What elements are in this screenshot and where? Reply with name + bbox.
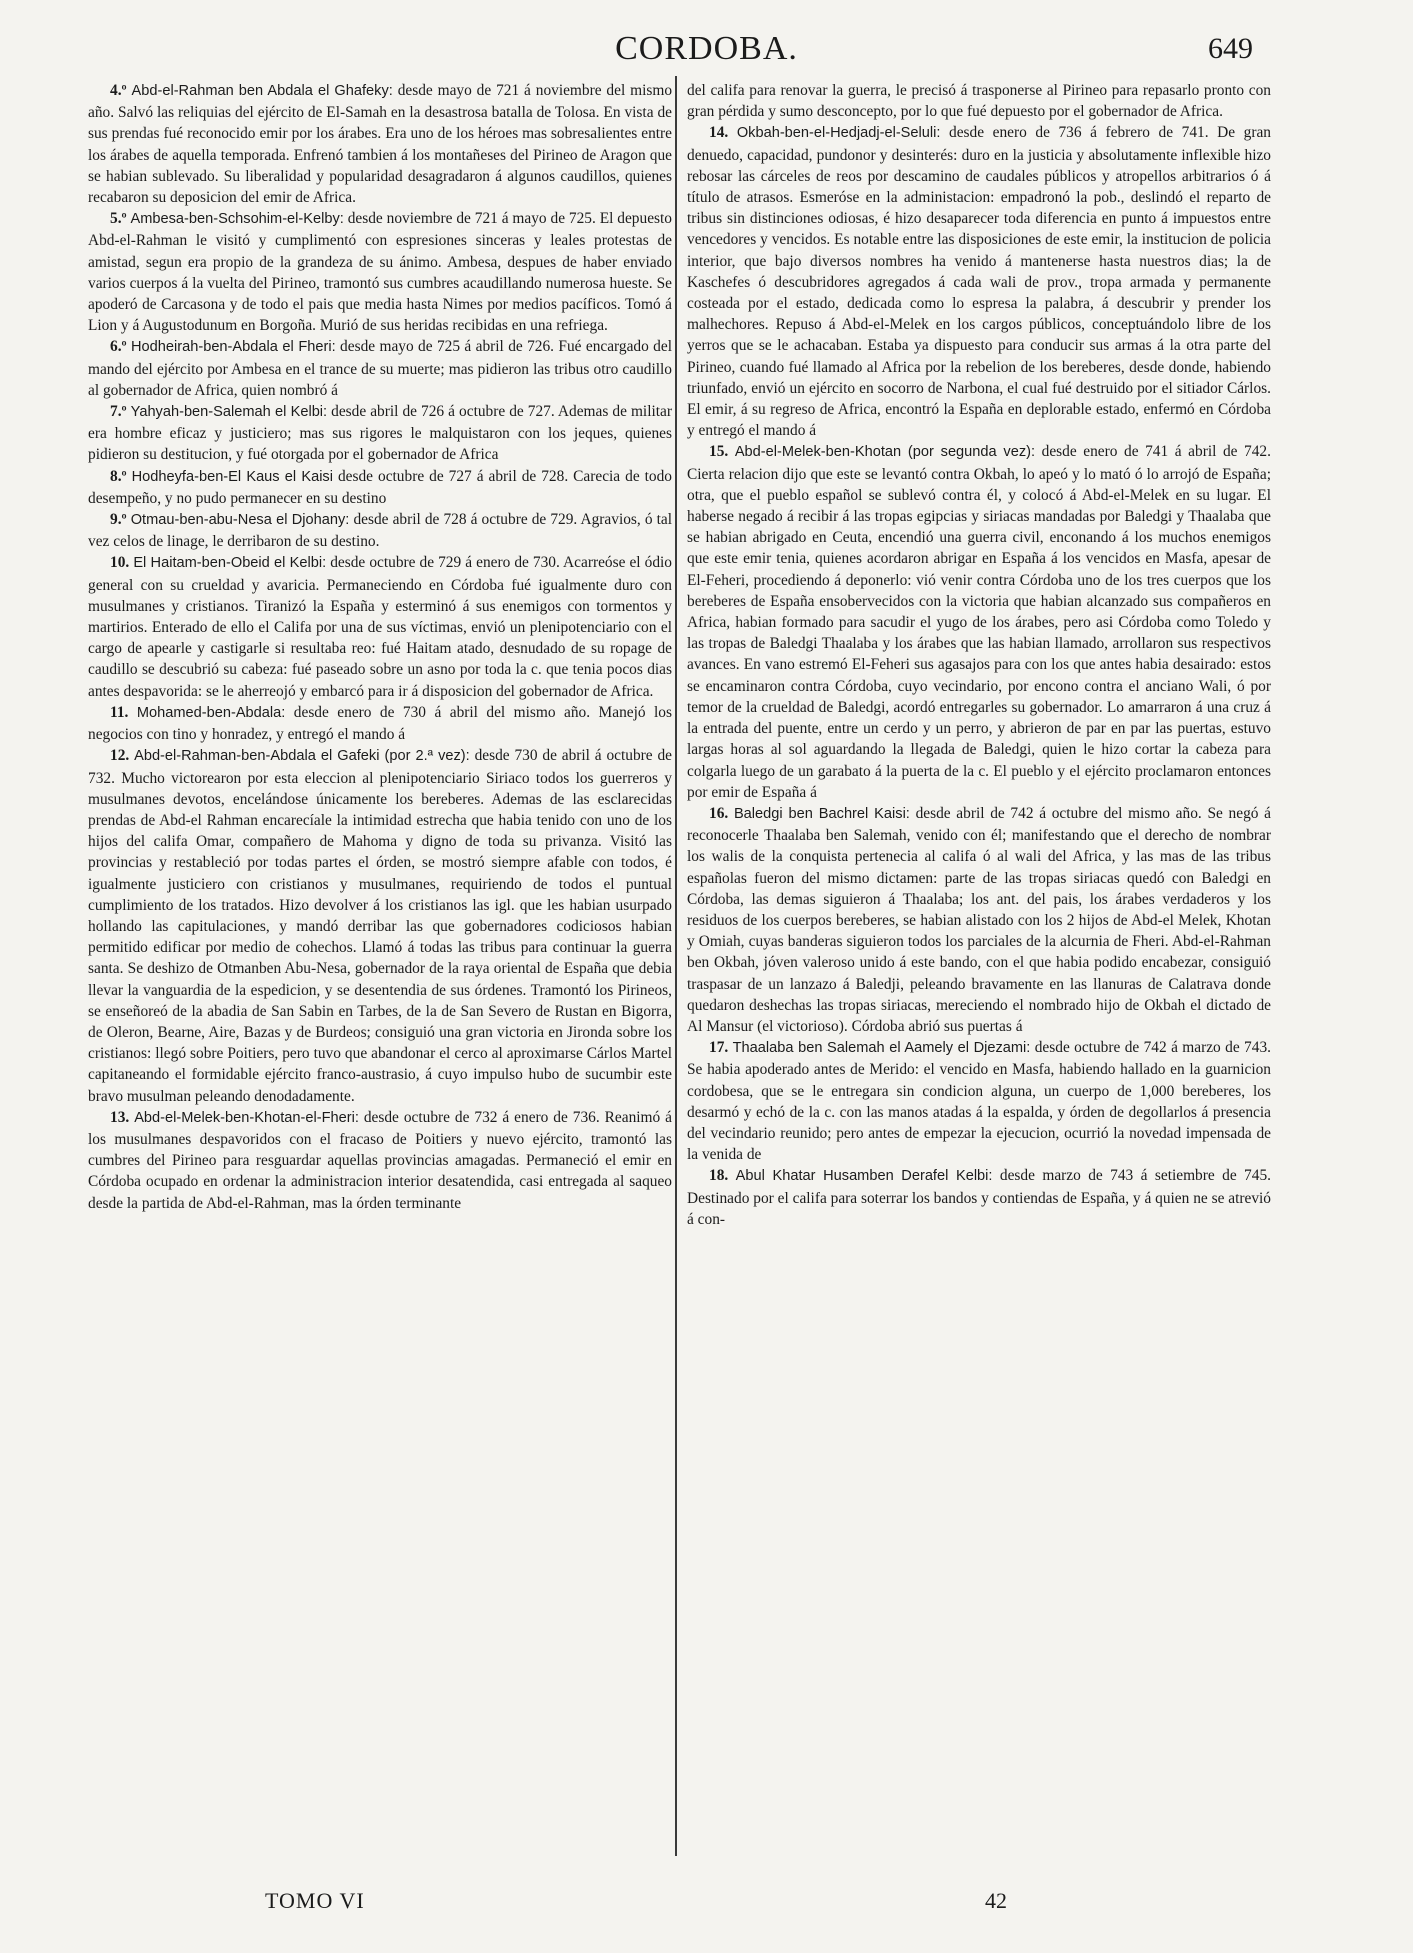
entry-text: desde abril de 742 á octubre del mismo año. Se negó á reconocerle Thaalaba ben Salemah, venido con él; manifestando que el derecho de nombrar los walis de la conquista pertenecia al califa ó al wali del Africa, y las mas de las tribus españolas fueron del mismo dictamen: parte de las tropas siriacas quedó con Baledgi en Córdoba, las demas siguieron á Thaalaba; los ant. del pais, los árabes verdaderos y los residuos de los cuerpos bereberes, se habian alistado con los 2 hijos de Abd-el Melek, Khotan y Omiah, cuyas banderas siguieron todos los parciales de la alcurnia de Fheri. Abd-el-Rahman ben Okbah, jóven valeroso unido á este bando, con el que habia podido encabezar, consiguió traspasar de un lanzazo á Baledji, peleando bravamente en las llanuras de Calatrava donde quedaron deshechas las tropas siriacas, mereciendo el nombrado hijo de Okbah el dictado de Al Mansur (el victorioso). Córdoba abrió sus puertas á — [687, 804, 1271, 1035]
entry-number: 4.º — [110, 82, 127, 99]
entry-number: 10. — [110, 554, 130, 572]
column-divider — [675, 76, 677, 1856]
entry-heading: Baledgi ben Bachrel Kaisi: — [733, 805, 910, 822]
entry-text: desde 730 de abril á octubre de 732. Mucho victorearon por esta eleccion al plenipotenciario Siriaco todos los guerreros y musulmanes devotos, encelándose únicamente los bereberes. Ademas de las esclarecidas prendas de Abd-el Rahman encarecíale la intimidad estrecha que habia tenido con uno de los hijos del califa Omar, compañero de Mahoma y digno de toda su privanza. Visitó las provincias y restableció por todas partes el órden, se mostró siempre afable con todos, é igualmente justiciero con cristianos y musulmanes, requiriendo de todos el puntual cumplimiento de los tratados. Hizo devolver á los cristianos las igl. que les habian usurpado hollando las capitulaciones, y mandó derribar las que gobernadores codiciosos habian permitido edificar por medio de cohechos. Llamó á todas las tribus para continuar la guerra santa. Se deshizo de Otmanben Abu-Nesa, gobernador de la raya oriental de España que debia llevar la vanguardia de la espedicion, y se desentendia de sus órdenes. Tramontó los Pirineos, se enseñoreó de la abadia de San Sabin en Tarbes, de la de San Severo de Rustan en Bigorra, de Oleron, Bearne, Aire, Bazas y de Burdeos; consiguió una gran victoria en Jironda sobre los cristianos: llegó sobre Poitiers, pero tuvo que abandonar el cerco al aproximarse Cárlos Martel capitaneando el formidable ejército franco-austrasio, á cuyo impulso hubo de sucumbir este bravo musulman peleando denodadamente. — [88, 747, 672, 1105]
entry-paragraph — [88, 208, 672, 336]
entry-text: desde marzo de 743 á setiembre de 745. Destinado por el califa para soterrar los bandos y contiendas de España, y á quien ne se atrevió á con- — [687, 1167, 1271, 1228]
entry-paragraph — [687, 803, 1271, 1037]
entry-heading: Abd-el-Melek-ben-Khotan-el-Fheri: — [134, 1109, 359, 1126]
entry-number: 12. — [110, 747, 130, 765]
entry-paragraph — [88, 401, 672, 466]
entry-text: desde enero de 730 á abril del mismo año. Manejó los negocios con tino y honradez, y entregó el mando á — [88, 703, 672, 744]
entry-heading: Hodheyfa-ben-El Kaus el Kaisi — [131, 468, 333, 485]
entry-text: desde octubre de 742 á marzo de 743. Se habia apoderado antes de Merido: el vencido en Masfa, habiendo hallado en la guarnicion cordobesa, que se le entregara sin condicion alguna, un cuerpo de 1,000 bereberes, los desarmó y echó de la c. con las manos atadas á la espalda, y órden de degollarlos á presencia del vecindario reunido; pero antes de empezar la ejecucion, ocurrió la novedad impensada de la venida de — [687, 1039, 1271, 1164]
entry-text: desde enero de 741 á abril de 742. Cierta relacion dijo que este se levantó contra Okbah, lo apeó y lo mató ó lo arrojó de España; otra, que el pueblo español se sublevó contra él, y colocó á Abd-el-Melek en su lugar. El haberse negado á recibir á las tropas egipcias y siriacas mandadas por Baledgi y Thaalaba que se habian abrigado en Ceuta, encendió una guerra civil, enconando á los muchos enemigos que este emir tenia, quienes acordaron abrigar en España á los vencidos en Masfa, apesar de El-Feheri, procediendo á deponerlo: vió venir contra Córdoba uno de los tres cuerpos que los bereberes de España ensobervecidos con la victoria que habian alcanzado sus compañeros en Africa, habian formado para sacudir el yugo de los árabes, pero asi Córdoba como Toledo y las tropas de Baledgi Thaalaba y los árabes que las habian llamado, arrollaron sus respectivos avances. En vano estremó El-Feheri sus agasajos para con los que antes habia desairado: estos se encaminaron contra Córdoba, cuyo vecindario, por encono contra el anciano Wali, ó por temor de la crueldad de Baledgi, acordó entregarles su gobernador. Lo amarraron á una cruz á la entrada del puente, entre un cerdo y un perro, y abrieron de par en par las puertas, estuvo largas horas al sol aguardando la llegada de Baledgi, quien le hizo cortar la cabeza para colgarla luego de un garabato á la puerta de la c. El pueblo y el ejército proclamaron entonces por emir de España á — [687, 443, 1271, 801]
entry-number: 18. — [709, 1167, 729, 1185]
signature-mark: 42 — [985, 1888, 1007, 1913]
entry-heading: El Haitam-ben-Obeid el Kelbi: — [133, 555, 327, 572]
entry-number: 7.º — [110, 403, 127, 421]
entry-number: 9.º — [110, 511, 127, 529]
entry-heading: Otmau-ben-abu-Nesa el Djohany: — [130, 512, 350, 529]
entry-paragraph — [687, 1037, 1271, 1165]
running-title: CORDOBA. — [615, 30, 798, 67]
entry-number: 11. — [110, 703, 129, 721]
entry-paragraph — [88, 466, 672, 509]
entry-number: 5.º — [110, 210, 127, 228]
entry-text: desde octubre de 727 á abril de 728. Carecia de todo desempeño, y no pudo permanecer en su destino — [88, 467, 672, 507]
entry-heading: Yahyah-ben-Salemah el Kelbi: — [130, 404, 328, 421]
entry-paragraph — [687, 80, 1271, 122]
entry-paragraph — [88, 745, 672, 1106]
entry-heading: Abul Khatar Husamben Derafel Kelbi: — [735, 1168, 993, 1185]
entry-heading: Abd-el-Melek-ben-Khotan (por segunda vez): — [734, 444, 1036, 461]
entry-paragraph — [88, 1107, 672, 1214]
entry-heading: Ambesa-ben-Schsohim-el-Kelby: — [130, 211, 344, 228]
entry-number: 6.º — [110, 338, 127, 356]
entry-paragraph — [88, 552, 672, 701]
entry-text: desde abril de 728 á octubre de 729. Agravios, ó tal vez celos de linage, le derribaron de su destino. — [88, 511, 672, 551]
entry-number: 14. — [709, 124, 729, 142]
entry-text: desde mayo de 721 á noviembre del mismo año. Salvó las reliquias del ejército de El-Samah en la desastrosa batalla de Tolosa. En vista de sus prendas fué reconocido emir por los árabes. Era uno de los héroes mas sobresalientes entre los árabes de aquella temporada. Enfrenó tambien á los montañeses del Pirineo de Aragon que se habian sublevado. Su liberalidad y popularidad desagradaron á algunos caudillos, quienes recabaron su deposicion del emir de Africa. — [88, 82, 672, 207]
entry-number: 17. — [709, 1039, 729, 1057]
entry-number: 15. — [709, 443, 729, 461]
entry-paragraph — [687, 1165, 1271, 1230]
entry-text: desde mayo de 725 á abril de 726. Fué encargado del mando del ejército por Ambesa en el trance de su muerte; mas pidieron las tribus otro caudillo al gobernador de Africa, quien nombró á — [88, 338, 672, 399]
entry-text: desde abril de 726 á octubre de 727. Ademas de militar era hombre eficaz y justiciero; mas sus rigores le malquistaron con los jeques, quienes pidieron su destitucion, y fué otorgada por el gobernador de Africa — [88, 403, 672, 464]
entry-heading: Abd-el-Rahman ben Abdala el Ghafeky: — [131, 83, 393, 99]
entry-heading: Thaalaba ben Salemah el Aamely el Djezami: — [732, 1040, 1031, 1057]
entry-text: desde octubre de 729 á enero de 730. Acarreóse el ódio general con su crueldad y avaricia. Permaneciendo en Córdoba fué igualmente duro con musulmanes y cristianos. Tiranizó la España y esterminó á sus enemigos con tormentos y martirios. Enterado de ello el Califa por una de sus víctimas, envió un plenipotenciario con el cargo de apearle y castigarle si resultaba reo: fué Haitam atado, desnudado de su ropage de caudillo se descubrió su cabeza: fué paseado sobre un asno por toda la c. que tenia pocos dias antes despavorida: se le aherreojó y embarcó para ir á disposicion del gobernador de Africa. — [88, 554, 672, 700]
entry-number: 16. — [709, 804, 729, 822]
right-column — [687, 80, 1271, 1820]
page-number: 649 — [1208, 32, 1253, 65]
entry-heading: Okbah-ben-el-Hedjadj-el-Seluli: — [736, 125, 941, 142]
entry-paragraph — [88, 509, 672, 552]
entry-paragraph — [88, 702, 672, 745]
entry-number: 8.º — [110, 467, 127, 485]
entry-text: del califa para renovar la guerra, le precisó á trasponerse al Pirineo para repasarlo pronto con gran pérdida y sumo desconcepto, por lo que fué depuesto por el gobernador de Africa. — [687, 82, 1271, 121]
entry-paragraph — [687, 441, 1271, 802]
entry-number: 13. — [110, 1108, 130, 1126]
entry-paragraph — [88, 80, 672, 208]
entry-paragraph — [687, 122, 1271, 441]
entry-heading: Abd-el-Rahman-ben-Abdala el Gafeki (por 2.ª vez): — [134, 748, 470, 765]
entry-heading: Mohamed-ben-Abdala: — [136, 704, 286, 721]
left-column — [88, 80, 672, 1820]
entry-paragraph — [88, 336, 672, 401]
entry-text: desde enero de 736 á febrero de 741. De gran denuedo, capacidad, pundonor y desinterés: duro en la justicia y absolutamente inflexible hizo rebosar las cárceles de reos por descamino de caudales públicos y atropellos arbitrarios ó á título de atrasos. Esmeróse en la administacion: empadronó la pob., deslindó el reparto de tribus sin distinciones odiosas, é hizo desaparecer toda diferencia en punto á impuestos entre vencedores y vencidos. Es notable entre las disposiciones de este emir, la institucion de policia interior, que bajo diversos nombres ha venido á mantenerse hasta nuestros dias; la de Kaschefes ó descubridores agregados á cada wali de prov., tropa armada y permanente costeada por el estado, dedicada como lo espresa la palabra, á descubrir y prender los malhechores. Repuso á Abd-el-Melek en los cargos públicos, conceptuándolo libre de los yerros que se le achacaban. Estaba ya dispuesto para conducir sus armas á la otra parte del Pirineo, cuando fué llamado al Africa por la rebelion de los bereberes, desde donde, habiendo triunfado, envió un ejército en socorro de Narbona, el cual fué destruido por el sitiador Cárlos. El emir, á su regreso de Africa, encontró la España en deplorable estado, enfermó en Córdoba y entregó el mando á — [687, 124, 1271, 440]
page-header — [0, 26, 1413, 76]
volume-label: TOMO VI — [265, 1888, 365, 1913]
entry-text: desde noviembre de 721 á mayo de 725. El depuesto Abd-el-Rahman le visitó y cumplimentó con espresiones sinceras y leales protestas de amistad, segun era propio de la grandeza de su ánimo. Ambesa, despues de haber enviado varios cuerpos á la vuelta del Pirineo, tramontó sus cumbres acaudillando numerosa hueste. Se apoderó de Carcasona y de todo el pais que media hasta Nimes por medios pacíficos. Tomó á Lion y á Augustodunum en Borgoña. Murió de sus heridas recibidas en una refriega. — [88, 210, 672, 335]
entry-heading: Hodheirah-ben-Abdala el Fheri: — [131, 339, 336, 356]
entry-text: desde octubre de 732 á enero de 736. Reanimó á los musulmanes despavoridos con el fracaso de Poitiers y nuevo ejército, tramontó las cumbres del Pirineo para resguardar aquellas provincias amagadas. Permaneció el emir en Córdoba ocupado en ordenar la administracion interior desatendida, casi entregada al saqueo desde la partida de Abd-el-Rahman, mas la órden terminante — [88, 1108, 672, 1212]
